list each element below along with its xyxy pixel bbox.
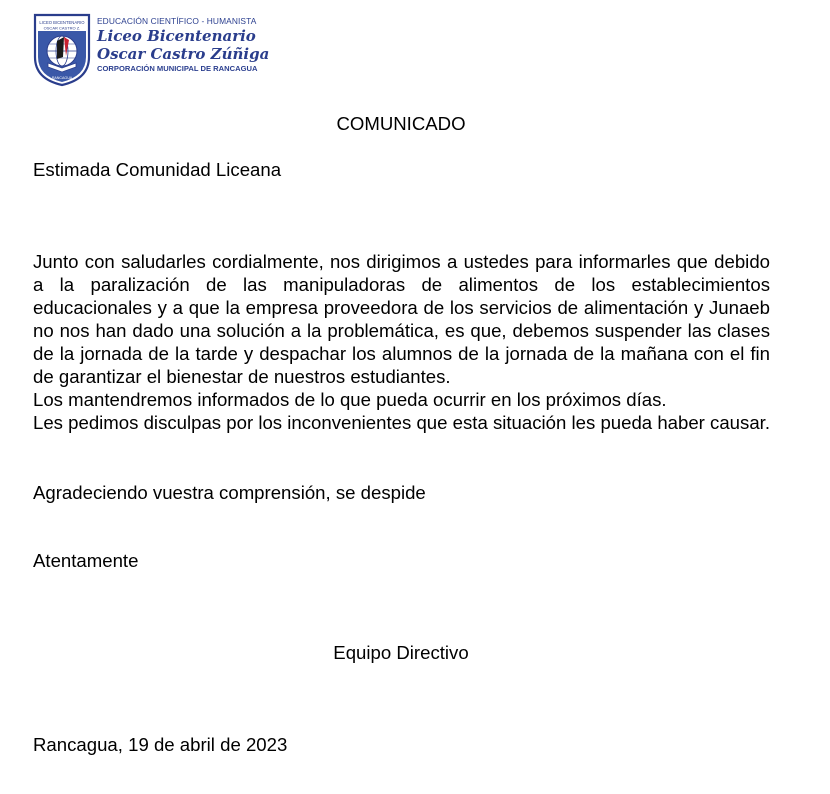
school-crest-icon bbox=[33, 13, 91, 87]
closing-line: Agradeciendo vuestra comprensión, se despide bbox=[33, 482, 426, 503]
logo-tagline: EDUCACIÓN CIENTÍFICO - HUMANISTA bbox=[97, 16, 257, 26]
body-paragraph-followup: Los mantendremos informados de lo que pueda ocurrir en los próximos días. bbox=[33, 389, 667, 410]
place-date: Rancagua, 19 de abril de 2023 bbox=[33, 734, 288, 755]
document-title: COMUNICADO bbox=[336, 113, 466, 134]
school-name-line1: Liceo Bicentenario bbox=[97, 27, 256, 45]
signature: Equipo Directivo bbox=[333, 642, 469, 663]
school-logo bbox=[33, 13, 270, 89]
logo-text-block bbox=[97, 16, 270, 74]
body-paragraph-main: Junto con saludarles cordialmente, nos dirigimos a ustedes para informarles que debido a la paralización de las manipuladoras de alimentos de los establecimientos educacionales y a que la empresa proveedora de los servicios de alimentación y Junaeb no nos han dado una solución a la problemática, es que, debemos suspender las clases de la jornada de la tarde y despachar los alumnos de la jornada de la mañana con el fin de garantizar el bienestar de nuestros estudiantes. bbox=[33, 251, 770, 387]
crest-bottom-text: RANCAGUA bbox=[51, 76, 73, 80]
crest-sub-text: OSCAR CASTRO Z. bbox=[43, 25, 81, 31]
body-paragraph-apology: Les pedimos disculpas por los inconvenientes que esta situación les pueda haber causar. bbox=[33, 412, 770, 433]
logo-corporation: CORPORACIÓN MUNICIPAL DE RANCAGUA bbox=[97, 64, 258, 73]
body-block bbox=[33, 250, 770, 434]
regards-line: Atentamente bbox=[33, 550, 139, 571]
greeting: Estimada Comunidad Liceana bbox=[33, 159, 282, 180]
school-name-line2: Oscar Castro Zúñiga bbox=[97, 45, 270, 63]
crest-top-text: LICEO BICENTENARIO bbox=[39, 20, 85, 25]
